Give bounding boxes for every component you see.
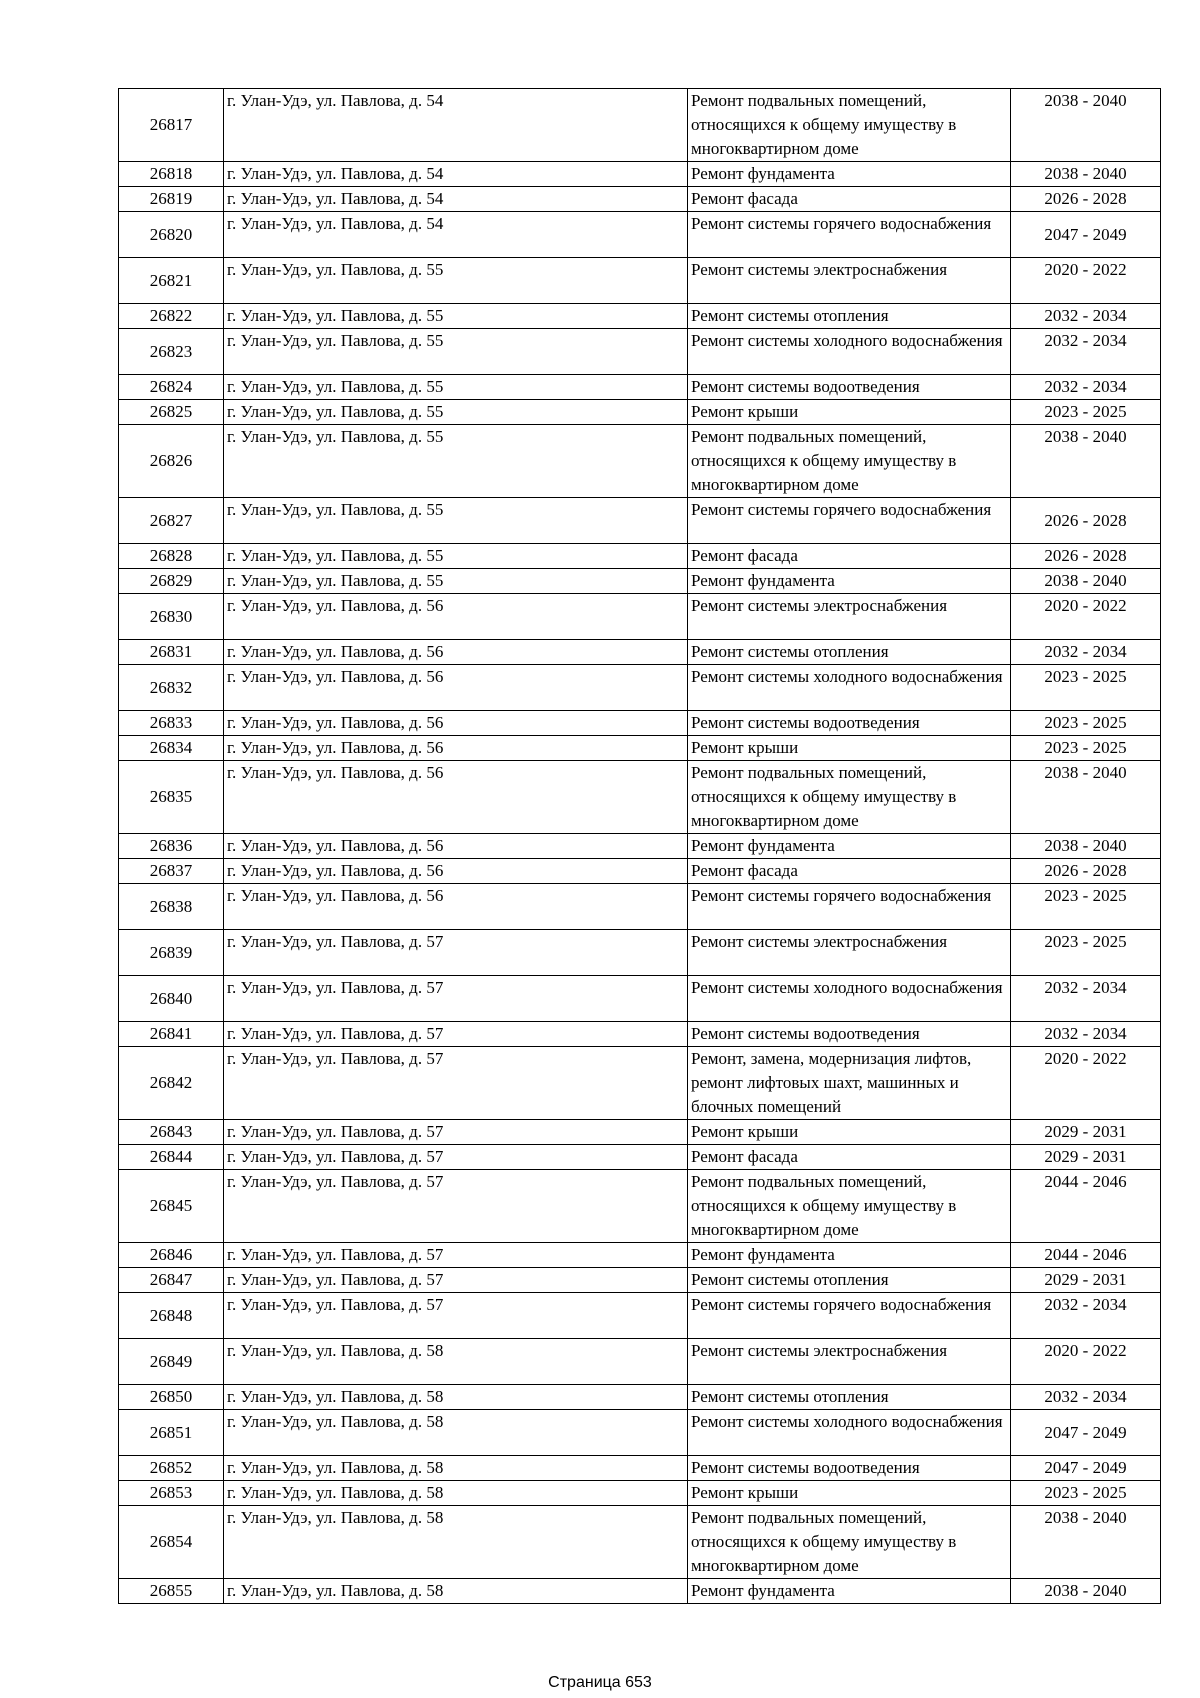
table-row: [119, 304, 1161, 329]
address-cell: г. Улан-Удэ, ул. Павлова, д. 56: [224, 834, 688, 859]
table-row: [119, 375, 1161, 400]
table-row: [119, 1506, 1161, 1579]
row-number: 26825: [119, 400, 224, 425]
row-number: 26846: [119, 1243, 224, 1268]
work-type-cell: Ремонт системы холодного водоснабжения: [688, 665, 1011, 711]
work-type-cell: Ремонт системы электроснабжения: [688, 1339, 1011, 1385]
address-cell: г. Улан-Удэ, ул. Павлова, д. 56: [224, 884, 688, 930]
address-cell: г. Улан-Удэ, ул. Павлова, д. 55: [224, 375, 688, 400]
address-cell: г. Улан-Удэ, ул. Павлова, д. 55: [224, 569, 688, 594]
work-type-cell: Ремонт системы холодного водоснабжения: [688, 1410, 1011, 1456]
address-cell: г. Улан-Удэ, ул. Павлова, д. 56: [224, 859, 688, 884]
address-cell: г. Улан-Удэ, ул. Павлова, д. 55: [224, 329, 688, 375]
table-row: [119, 1170, 1161, 1243]
work-type-cell: Ремонт фундамента: [688, 162, 1011, 187]
address-cell: г. Улан-Удэ, ул. Павлова, д. 57: [224, 1047, 688, 1120]
row-number: 26842: [119, 1047, 224, 1120]
work-type-cell: Ремонт крыши: [688, 736, 1011, 761]
period-cell: 2023 - 2025: [1011, 930, 1161, 976]
table-row: [119, 1268, 1161, 1293]
period-cell: 2026 - 2028: [1011, 498, 1161, 544]
period-cell: 2032 - 2034: [1011, 976, 1161, 1022]
work-type-cell: Ремонт системы водоотведения: [688, 1022, 1011, 1047]
address-cell: г. Улан-Удэ, ул. Павлова, д. 55: [224, 425, 688, 498]
period-cell: 2023 - 2025: [1011, 736, 1161, 761]
table-row: [119, 1410, 1161, 1456]
work-type-cell: Ремонт подвальных помещений, относящихся к общему имуществу в многоквартирном доме: [688, 425, 1011, 498]
row-number: 26840: [119, 976, 224, 1022]
row-number: 26820: [119, 212, 224, 258]
work-type-cell: Ремонт фасада: [688, 544, 1011, 569]
table-row: [119, 258, 1161, 304]
row-number: 26853: [119, 1481, 224, 1506]
table-row: [119, 162, 1161, 187]
row-number: 26831: [119, 640, 224, 665]
row-number: 26854: [119, 1506, 224, 1579]
address-cell: г. Улан-Удэ, ул. Павлова, д. 56: [224, 736, 688, 761]
row-number: 26851: [119, 1410, 224, 1456]
address-cell: г. Улан-Удэ, ул. Павлова, д. 55: [224, 544, 688, 569]
period-cell: 2032 - 2034: [1011, 1293, 1161, 1339]
table-row: [119, 212, 1161, 258]
work-type-cell: Ремонт фасада: [688, 187, 1011, 212]
row-number: 26835: [119, 761, 224, 834]
work-type-cell: Ремонт системы отопления: [688, 640, 1011, 665]
address-cell: г. Улан-Удэ, ул. Павлова, д. 55: [224, 304, 688, 329]
address-cell: г. Улан-Удэ, ул. Павлова, д. 58: [224, 1410, 688, 1456]
work-type-cell: Ремонт системы горячего водоснабжения: [688, 212, 1011, 258]
period-cell: 2029 - 2031: [1011, 1268, 1161, 1293]
period-cell: 2023 - 2025: [1011, 1481, 1161, 1506]
row-number: 26817: [119, 89, 224, 162]
work-type-cell: Ремонт крыши: [688, 400, 1011, 425]
period-cell: 2020 - 2022: [1011, 1339, 1161, 1385]
table-row: [119, 1579, 1161, 1604]
work-type-cell: Ремонт системы водоотведения: [688, 1456, 1011, 1481]
row-number: 26852: [119, 1456, 224, 1481]
table-row: [119, 1145, 1161, 1170]
table-row: [119, 1120, 1161, 1145]
work-type-cell: Ремонт фасада: [688, 1145, 1011, 1170]
period-cell: 2023 - 2025: [1011, 665, 1161, 711]
period-cell: 2026 - 2028: [1011, 544, 1161, 569]
row-number: 26828: [119, 544, 224, 569]
work-type-cell: Ремонт фасада: [688, 859, 1011, 884]
period-cell: 2038 - 2040: [1011, 834, 1161, 859]
address-cell: г. Улан-Удэ, ул. Павлова, д. 55: [224, 400, 688, 425]
table-row: [119, 736, 1161, 761]
row-number: 26845: [119, 1170, 224, 1243]
table-row: [119, 1339, 1161, 1385]
address-cell: г. Улан-Удэ, ул. Павлова, д. 55: [224, 258, 688, 304]
table-row: [119, 711, 1161, 736]
row-number: 26819: [119, 187, 224, 212]
row-number: 26823: [119, 329, 224, 375]
period-cell: 2026 - 2028: [1011, 187, 1161, 212]
row-number: 26841: [119, 1022, 224, 1047]
row-number: 26833: [119, 711, 224, 736]
address-cell: г. Улан-Удэ, ул. Павлова, д. 56: [224, 640, 688, 665]
table-row: [119, 1481, 1161, 1506]
period-cell: 2038 - 2040: [1011, 1579, 1161, 1604]
address-cell: г. Улан-Удэ, ул. Павлова, д. 58: [224, 1339, 688, 1385]
row-number: 26847: [119, 1268, 224, 1293]
period-cell: 2038 - 2040: [1011, 425, 1161, 498]
period-cell: 2038 - 2040: [1011, 761, 1161, 834]
work-type-cell: Ремонт подвальных помещений, относящихся к общему имуществу в многоквартирном доме: [688, 1506, 1011, 1579]
address-cell: г. Улан-Удэ, ул. Павлова, д. 54: [224, 212, 688, 258]
table-row: [119, 665, 1161, 711]
row-number: 26829: [119, 569, 224, 594]
work-type-cell: Ремонт системы отопления: [688, 1385, 1011, 1410]
table-row: [119, 1047, 1161, 1120]
row-number: 26834: [119, 736, 224, 761]
table-row: [119, 187, 1161, 212]
period-cell: 2047 - 2049: [1011, 1456, 1161, 1481]
table-row: [119, 400, 1161, 425]
period-cell: 2023 - 2025: [1011, 884, 1161, 930]
period-cell: 2020 - 2022: [1011, 1047, 1161, 1120]
period-cell: 2029 - 2031: [1011, 1120, 1161, 1145]
work-type-cell: Ремонт фундамента: [688, 569, 1011, 594]
row-number: 26850: [119, 1385, 224, 1410]
period-cell: 2032 - 2034: [1011, 304, 1161, 329]
period-cell: 2020 - 2022: [1011, 258, 1161, 304]
row-number: 26843: [119, 1120, 224, 1145]
table-row: [119, 544, 1161, 569]
repair-schedule-table: [118, 88, 1161, 1604]
table-row: [119, 834, 1161, 859]
work-type-cell: Ремонт крыши: [688, 1120, 1011, 1145]
table-row: [119, 1385, 1161, 1410]
address-cell: г. Улан-Удэ, ул. Павлова, д. 58: [224, 1506, 688, 1579]
work-type-cell: Ремонт системы отопления: [688, 304, 1011, 329]
row-number: 26832: [119, 665, 224, 711]
work-type-cell: Ремонт, замена, модернизация лифтов, ремонт лифтовых шахт, машинных и блочных помещений: [688, 1047, 1011, 1120]
work-type-cell: Ремонт системы горячего водоснабжения: [688, 884, 1011, 930]
address-cell: г. Улан-Удэ, ул. Павлова, д. 54: [224, 89, 688, 162]
address-cell: г. Улан-Удэ, ул. Павлова, д. 58: [224, 1456, 688, 1481]
address-cell: г. Улан-Удэ, ул. Павлова, д. 57: [224, 930, 688, 976]
address-cell: г. Улан-Удэ, ул. Павлова, д. 56: [224, 665, 688, 711]
row-number: 26844: [119, 1145, 224, 1170]
work-type-cell: Ремонт подвальных помещений, относящихся к общему имуществу в многоквартирном доме: [688, 89, 1011, 162]
period-cell: 2023 - 2025: [1011, 400, 1161, 425]
work-type-cell: Ремонт системы горячего водоснабжения: [688, 1293, 1011, 1339]
period-cell: 2032 - 2034: [1011, 375, 1161, 400]
table-row: [119, 329, 1161, 375]
address-cell: г. Улан-Удэ, ул. Павлова, д. 54: [224, 162, 688, 187]
period-cell: 2038 - 2040: [1011, 89, 1161, 162]
period-cell: 2038 - 2040: [1011, 569, 1161, 594]
work-type-cell: Ремонт подвальных помещений, относящихся к общему имуществу в многоквартирном доме: [688, 1170, 1011, 1243]
table-body: [119, 89, 1161, 1604]
row-number: 26849: [119, 1339, 224, 1385]
work-type-cell: Ремонт системы горячего водоснабжения: [688, 498, 1011, 544]
row-number: 26830: [119, 594, 224, 640]
work-type-cell: Ремонт крыши: [688, 1481, 1011, 1506]
work-type-cell: Ремонт системы холодного водоснабжения: [688, 329, 1011, 375]
row-number: 26839: [119, 930, 224, 976]
row-number: 26818: [119, 162, 224, 187]
table-row: [119, 976, 1161, 1022]
work-type-cell: Ремонт системы отопления: [688, 1268, 1011, 1293]
table-row: [119, 425, 1161, 498]
work-type-cell: Ремонт фундамента: [688, 834, 1011, 859]
row-number: 26837: [119, 859, 224, 884]
work-type-cell: Ремонт системы холодного водоснабжения: [688, 976, 1011, 1022]
row-number: 26838: [119, 884, 224, 930]
table-row: [119, 930, 1161, 976]
period-cell: 2032 - 2034: [1011, 329, 1161, 375]
work-type-cell: Ремонт системы электроснабжения: [688, 258, 1011, 304]
table-row: [119, 761, 1161, 834]
period-cell: 2023 - 2025: [1011, 711, 1161, 736]
address-cell: г. Улан-Удэ, ул. Павлова, д. 56: [224, 761, 688, 834]
address-cell: г. Улан-Удэ, ул. Павлова, д. 57: [224, 976, 688, 1022]
period-cell: 2047 - 2049: [1011, 1410, 1161, 1456]
period-cell: 2044 - 2046: [1011, 1243, 1161, 1268]
work-type-cell: Ремонт фундамента: [688, 1243, 1011, 1268]
address-cell: г. Улан-Удэ, ул. Павлова, д. 56: [224, 711, 688, 736]
work-type-cell: Ремонт подвальных помещений, относящихся к общему имуществу в многоквартирном доме: [688, 761, 1011, 834]
table-row: [119, 498, 1161, 544]
row-number: 26826: [119, 425, 224, 498]
work-type-cell: Ремонт системы электроснабжения: [688, 594, 1011, 640]
period-cell: 2038 - 2040: [1011, 162, 1161, 187]
address-cell: г. Улан-Удэ, ул. Павлова, д. 55: [224, 498, 688, 544]
address-cell: г. Улан-Удэ, ул. Павлова, д. 57: [224, 1120, 688, 1145]
address-cell: г. Улан-Удэ, ул. Павлова, д. 58: [224, 1385, 688, 1410]
table-row: [119, 640, 1161, 665]
address-cell: г. Улан-Удэ, ул. Павлова, д. 58: [224, 1481, 688, 1506]
work-type-cell: Ремонт фундамента: [688, 1579, 1011, 1604]
period-cell: 2038 - 2040: [1011, 1506, 1161, 1579]
page-number: Страница 653: [548, 1674, 652, 1691]
address-cell: г. Улан-Удэ, ул. Павлова, д. 57: [224, 1268, 688, 1293]
row-number: 26821: [119, 258, 224, 304]
table-row: [119, 884, 1161, 930]
table-row: [119, 594, 1161, 640]
period-cell: 2029 - 2031: [1011, 1145, 1161, 1170]
row-number: 26824: [119, 375, 224, 400]
row-number: 26827: [119, 498, 224, 544]
table-row: [119, 1243, 1161, 1268]
address-cell: г. Улан-Удэ, ул. Павлова, д. 54: [224, 187, 688, 212]
table-row: [119, 859, 1161, 884]
period-cell: 2032 - 2034: [1011, 1022, 1161, 1047]
row-number: 26822: [119, 304, 224, 329]
address-cell: г. Улан-Удэ, ул. Павлова, д. 57: [224, 1145, 688, 1170]
period-cell: 2020 - 2022: [1011, 594, 1161, 640]
period-cell: 2047 - 2049: [1011, 212, 1161, 258]
address-cell: г. Улан-Удэ, ул. Павлова, д. 58: [224, 1579, 688, 1604]
table-row: [119, 569, 1161, 594]
address-cell: г. Улан-Удэ, ул. Павлова, д. 57: [224, 1243, 688, 1268]
row-number: 26848: [119, 1293, 224, 1339]
table-row: [119, 89, 1161, 162]
period-cell: 2032 - 2034: [1011, 640, 1161, 665]
row-number: 26836: [119, 834, 224, 859]
table-row: [119, 1456, 1161, 1481]
table-row: [119, 1022, 1161, 1047]
period-cell: 2032 - 2034: [1011, 1385, 1161, 1410]
period-cell: 2044 - 2046: [1011, 1170, 1161, 1243]
address-cell: г. Улан-Удэ, ул. Павлова, д. 56: [224, 594, 688, 640]
address-cell: г. Улан-Удэ, ул. Павлова, д. 57: [224, 1293, 688, 1339]
period-cell: 2026 - 2028: [1011, 859, 1161, 884]
table-row: [119, 1293, 1161, 1339]
work-type-cell: Ремонт системы электроснабжения: [688, 930, 1011, 976]
row-number: 26855: [119, 1579, 224, 1604]
work-type-cell: Ремонт системы водоотведения: [688, 375, 1011, 400]
work-type-cell: Ремонт системы водоотведения: [688, 711, 1011, 736]
address-cell: г. Улан-Удэ, ул. Павлова, д. 57: [224, 1022, 688, 1047]
address-cell: г. Улан-Удэ, ул. Павлова, д. 57: [224, 1170, 688, 1243]
